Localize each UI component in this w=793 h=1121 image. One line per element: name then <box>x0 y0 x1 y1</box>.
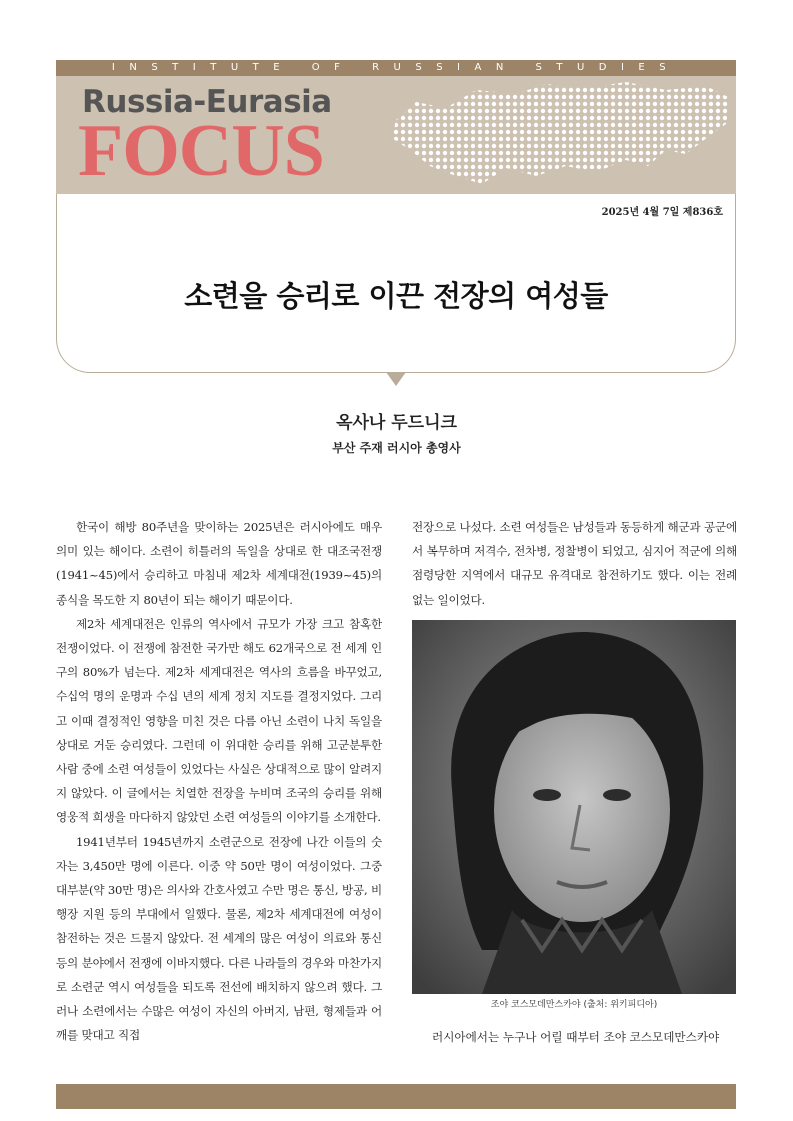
paragraph: 제2차 세계대전은 인류의 역사에서 규모가 가장 크고 참혹한 전쟁이었다. 이 전쟁에 참전한 국가만 해도 62개국으로 전 세계 인구의 80%가 넘는다. 제2차 세계대전은 역사의 흐름을 바꾸었고, 수십억 명의 운명과 수십 년의 세계 정치 지도를 결정지었다. 그리고 이때 결정적인 영향을 미친 것은 다름 아닌 소련이 나치 독일을 상대로 거둔 승리였다. 그런데 이 위대한 승리를 위해 고군분투한 사람 중에 소련 여성들이 있었다는 사실은 상대적으로 많이 알려지지 않았다. 이 글에서는 치열한 전장을 누비며 조국의 승리를 위해 영웅적 희생을 마다하지 않았던 소련 여성들의 이야기를 소개한다. <box>56 616 382 825</box>
issue-date: 2025년 4월 7일 제836호 <box>601 207 723 218</box>
left-column <box>56 515 382 1047</box>
photo-caption: 조야 코스모데만스카야 (출처: 위키피디아) <box>490 1000 658 1010</box>
brand-focus: FOCUS <box>78 110 324 192</box>
portrait-image <box>412 620 736 994</box>
author-affiliation: 부산 주재 러시아 총영사 <box>332 441 461 455</box>
institute-bar: INSTITUTE OF RUSSIAN STUDIES <box>56 60 736 76</box>
dotted-map-graphic <box>386 80 732 192</box>
paragraph: 전장으로 나섰다. 소련 여성들은 남성들과 동등하게 해군과 공군에서 복무하며 저격수, 전차병, 정찰병이 되었고, 심지어 적군에 의해 점령당한 지역에서 대규모 유격대로 참전하기도 했다. 이는 전례 없는 일이었다. <box>412 520 737 607</box>
title-box <box>56 194 736 373</box>
author-name: 옥사나 두드니크 <box>336 413 457 433</box>
paragraph-start: 러시아에서는 누구나 어릴 때부터 조야 코스모데만스카야 <box>432 1030 720 1044</box>
title-box-pointer <box>386 372 406 386</box>
article-title: 소련을 승리로 이끈 전장의 여성들 <box>184 279 608 313</box>
right-column <box>412 515 737 612</box>
paragraph: 1941년부터 1945년까지 소련군으로 전장에 나간 이들의 숫자는 3,450만 명에 이른다. 이중 약 50만 명이 여성이었다. 그중 대부분(약 30만 명)은 의사와 간호사였고 수만 명은 통신, 방공, 비행장 지원 등의 부대에서 일했다. 물론, 제2차 세계대전에 여성이 참전하는 것은 드물지 않았다. 전 세계의 많은 여성이 의료와 통신 등의 분야에서 전쟁에 이바지했다. 다른 나라들의 경우와 마찬가지로 소련군 역시 여성들을 되도록 전선에 배치하지 않으려 했다. 그러나 소련에서는 수많은 여성이 자신의 아버지, 남편, 형제들과 어깨를 맞대고 직접 <box>56 834 382 1043</box>
portrait-photo <box>412 620 736 994</box>
brand-title: Russia-Eurasia <box>82 84 332 120</box>
footer-bar <box>56 1084 736 1109</box>
masthead-banner <box>56 76 736 194</box>
paragraph: 한국이 해방 80주년을 맞이하는 2025년은 러시아에도 매우 의미 있는 해이다. 소련이 히틀러의 독일을 상대로 한 대조국전쟁(1941~45)에서 승리하고 마침내 제2차 세계대전(1939~45)의 종식을 목도한 지 80년이 되는 해이기 때문이다. <box>56 520 382 607</box>
